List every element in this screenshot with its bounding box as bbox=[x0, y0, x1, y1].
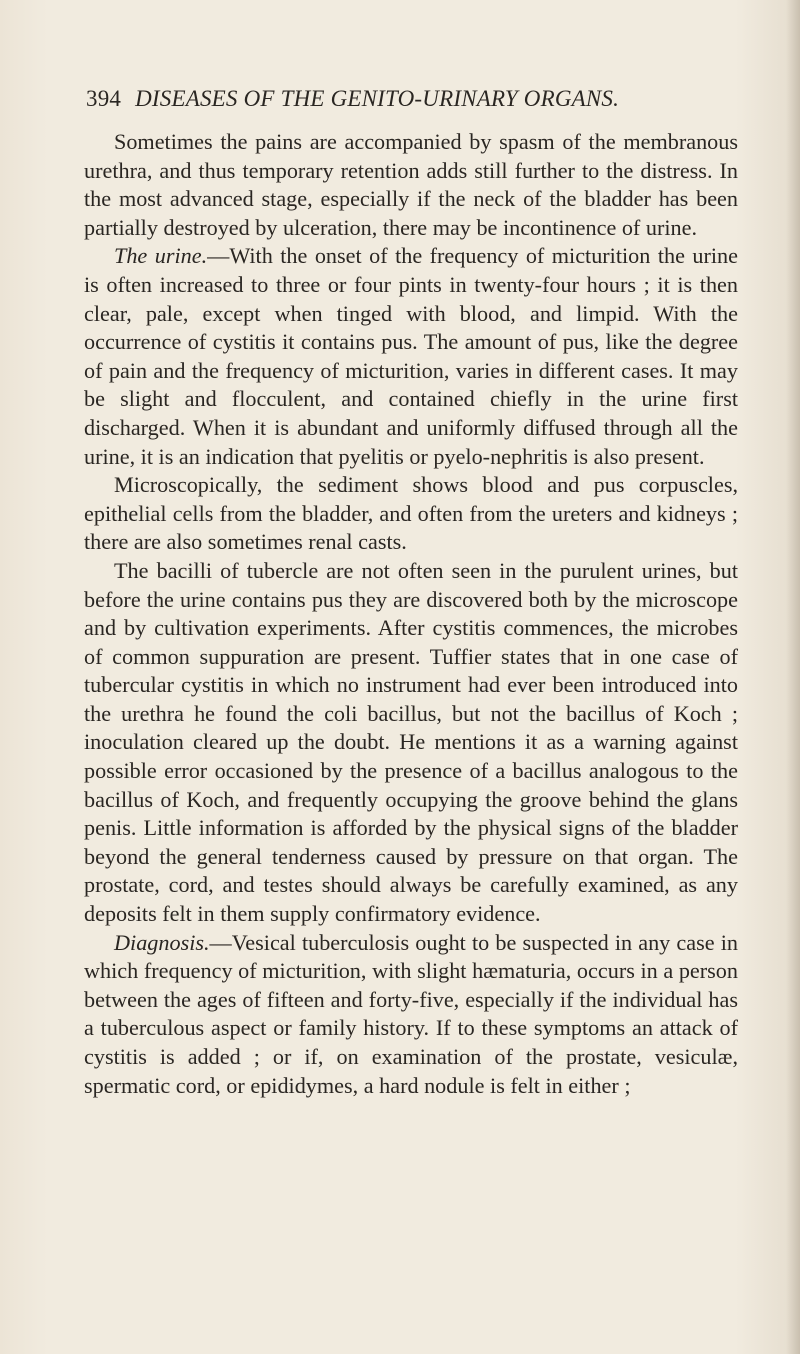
paragraph-body: Sometimes the pains are accompanied by spasm of the membranous urethra, and thus temporary retention adds still further to the distress. In the most advanced stage, especially if the neck of the bladder has been partially destroyed by ulceration, there may be incontinence of urine. bbox=[84, 129, 738, 240]
paragraph-body: Microscopically, the sediment shows blood and pus corpuscles, epithelial cells from the bladder, and often from the ureters and kidneys ; there are also sometimes renal casts. bbox=[84, 472, 738, 555]
paragraph-diagnosis bbox=[84, 929, 738, 1101]
section-lead-urine: The urine. bbox=[114, 243, 208, 269]
page-edge-shadow bbox=[786, 0, 800, 1354]
page-number: 394 bbox=[86, 86, 122, 111]
paragraph-bacilli bbox=[84, 557, 738, 929]
paragraph-body: The bacilli of tubercle are not often seen in the purulent urines, but before the urine contains pus they are discovered both by the microscope and by cultivation experiments. After cystitis commences, the microbes of common suppuration are present. Tuffier states that in one case of tubercular cystitis in which no instrument had ever been introduced into the urethra he found the coli bacillus, but not the bacillus of Koch ; inoculation cleared up the doubt. He mentions it as a warning against possible error occasioned by the presence of a bacillus analogous to the bacillus of Koch, and frequently occupying the groove behind the glans penis. Little information is afforded by the physical signs of the bladder beyond the general tenderness caused by pressure on that organ. The prostate, cord, and testes should always be carefully examined, as any deposits felt in them supply confirmatory evidence. bbox=[84, 557, 738, 927]
body-text bbox=[84, 128, 738, 1100]
paragraph-body: —With the onset of the frequency of micturition the urine is often increased to three or four pints in twenty-four hours ; it is then clear, pale, except when tinged with blood, and limpid. With the occurrence of cystitis it contains pus. The amount of pus, like the degree of pain and the frequency of micturition, varies in different cases. It may be slight and flocculent, and contained chiefly in the urine first discharged. When it is abundant and uniformly diffused through all the urine, it is an indication that pyelitis or pyelo-nephritis is also present. bbox=[84, 243, 738, 469]
running-head bbox=[86, 86, 619, 112]
paragraph-body: —Vesical tuberculosis ought to be suspected in any case in which frequency of micturition, with slight hæmaturia, occurs in a person between the ages of fifteen and forty-five, especially if the individual has a tuberculous aspect or family history. If to these symptoms an attack of cystitis is added ; or if, on examination of the prostate, vesiculæ, spermatic cord, or epididymes, a hard nodule is felt in either ; bbox=[84, 929, 738, 1098]
section-lead-diagnosis: Diagnosis. bbox=[114, 929, 210, 955]
paragraph-urine bbox=[84, 242, 738, 471]
paragraph-spasm bbox=[84, 128, 738, 242]
running-title: DISEASES OF THE GENITO-URINARY ORGANS. bbox=[135, 86, 620, 111]
paragraph-microscopy bbox=[84, 471, 738, 557]
